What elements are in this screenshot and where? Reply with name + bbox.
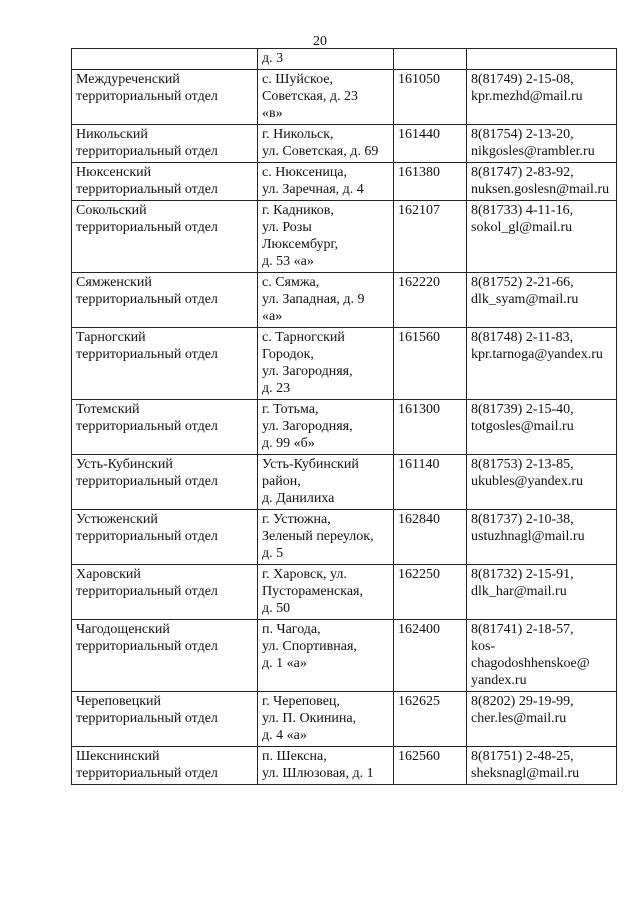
address-cell-line: Советская, д. 23 bbox=[262, 89, 358, 104]
phone-text: 8(81751) 2-48-25, bbox=[471, 749, 574, 764]
contact-cell bbox=[467, 565, 617, 620]
department-cell-line: Тотемский bbox=[76, 402, 140, 417]
address-cell-line: г. Череповец, bbox=[262, 694, 340, 709]
department-cell-line: территориальный отдел bbox=[76, 584, 218, 599]
table-row bbox=[72, 400, 617, 455]
email-link[interactable]: cher.les@mail.ru bbox=[471, 711, 567, 726]
postcode-cell: 162560 bbox=[394, 747, 467, 785]
postcode-cell: 162107 bbox=[394, 201, 467, 273]
department-cell-line: Междуреченский bbox=[76, 72, 180, 87]
department-cell-line: Нюксенский bbox=[76, 165, 152, 180]
table-row bbox=[72, 565, 617, 620]
phone-text: 8(81749) 2-15-08, bbox=[471, 72, 574, 87]
postcode-cell: 162625 bbox=[394, 692, 467, 747]
table-row bbox=[72, 201, 617, 273]
department-cell bbox=[72, 692, 258, 747]
postcode-cell: 162400 bbox=[394, 620, 467, 692]
phone-text: 8(81741) 2-18-57, bbox=[471, 622, 574, 637]
department-cell-line: территориальный отдел bbox=[76, 711, 218, 726]
table-row bbox=[72, 620, 617, 692]
department-cell bbox=[72, 747, 258, 785]
address-cell-line: д. 4 «а» bbox=[262, 728, 307, 743]
department-cell bbox=[72, 565, 258, 620]
contact-cell bbox=[467, 620, 617, 692]
phone-text: 8(81747) 2-83-92, bbox=[471, 165, 574, 180]
postcode-cell: 161440 bbox=[394, 125, 467, 163]
table-row bbox=[72, 510, 617, 565]
department-cell bbox=[72, 455, 258, 510]
postcode-cell: 161560 bbox=[394, 328, 467, 400]
address-cell-line: п. Шексна, bbox=[262, 749, 327, 764]
department-cell-line: территориальный отдел bbox=[76, 182, 218, 197]
department-cell-line: территориальный отдел bbox=[76, 347, 218, 362]
address-cell-line: с. Сямжа, bbox=[262, 275, 320, 290]
email-link[interactable]: dlk_syam@mail.ru bbox=[471, 292, 579, 307]
address-cell bbox=[258, 201, 394, 273]
department-cell-line: Харовский bbox=[76, 567, 141, 582]
contact-cell bbox=[467, 692, 617, 747]
phone-text: 8(81754) 2-13-20, bbox=[471, 127, 574, 142]
address-cell-line: с. Шуйское, bbox=[262, 72, 334, 87]
address-cell-line: ул. Шлюзовая, д. 1 bbox=[262, 766, 374, 781]
address-cell bbox=[258, 328, 394, 400]
page-number: 20 bbox=[313, 34, 327, 49]
department-cell-line: территориальный отдел bbox=[76, 292, 218, 307]
address-cell bbox=[258, 510, 394, 565]
address-cell bbox=[258, 747, 394, 785]
contact-cell bbox=[467, 273, 617, 328]
table-row bbox=[72, 70, 617, 125]
table-row bbox=[72, 163, 617, 201]
address-cell-line: д. 53 «а» bbox=[262, 254, 314, 269]
email-link[interactable]: kpr.tarnoga@yandex.ru bbox=[471, 347, 603, 362]
contact-cell bbox=[467, 747, 617, 785]
directory-table bbox=[71, 48, 617, 785]
email-link[interactable]: kpr.mezhd@mail.ru bbox=[471, 89, 583, 104]
address-cell-line: д. 1 «а» bbox=[262, 656, 307, 671]
department-cell bbox=[72, 70, 258, 125]
table-row bbox=[72, 273, 617, 328]
department-cell bbox=[72, 620, 258, 692]
table-row bbox=[72, 455, 617, 510]
address-cell-line: г. Тотьма, bbox=[262, 402, 319, 417]
email-link[interactable]: ustuzhnagl@mail.ru bbox=[471, 529, 585, 544]
address-cell-line: ул. Розы bbox=[262, 220, 312, 235]
address-cell-line: ул. Загородняя, bbox=[262, 419, 353, 434]
phone-text: 8(81739) 2-15-40, bbox=[471, 402, 574, 417]
table-body bbox=[72, 49, 617, 785]
address-cell bbox=[258, 620, 394, 692]
table-row bbox=[72, 49, 617, 70]
email-link[interactable]: dlk_har@mail.ru bbox=[471, 584, 567, 599]
postcode-cell: 162220 bbox=[394, 273, 467, 328]
address-cell-line: ул. Западная, д. 9 bbox=[262, 292, 365, 307]
phone-text: 8(81737) 2-10-38, bbox=[471, 512, 574, 527]
address-cell-line: д. 3 bbox=[262, 51, 284, 66]
address-cell-line: с. Тарногский bbox=[262, 330, 345, 345]
department-cell bbox=[72, 49, 258, 70]
address-cell-line: г. Кадников, bbox=[262, 203, 334, 218]
department-cell-line: Тарногский bbox=[76, 330, 146, 345]
address-cell-line: ул. Заречная, д. 4 bbox=[262, 182, 364, 197]
address-cell bbox=[258, 692, 394, 747]
department-cell-line: Череповецкий bbox=[76, 694, 162, 709]
department-cell bbox=[72, 400, 258, 455]
department-cell-line: Чагодощенский bbox=[76, 622, 170, 637]
contact-cell bbox=[467, 328, 617, 400]
address-cell-line: с. Нюксеница, bbox=[262, 165, 348, 180]
table-row bbox=[72, 125, 617, 163]
address-cell bbox=[258, 565, 394, 620]
department-cell-line: территориальный отдел bbox=[76, 639, 218, 654]
address-cell-line: д. 99 «б» bbox=[262, 436, 315, 451]
postcode-cell: 161380 bbox=[394, 163, 467, 201]
phone-text: 8(8202) 29-19-99, bbox=[471, 694, 574, 709]
email-link[interactable]: ukubles@yandex.ru bbox=[471, 474, 584, 489]
address-cell-line: д. 23 bbox=[262, 381, 291, 396]
phone-text: 8(81752) 2-21-66, bbox=[471, 275, 574, 290]
contact-cell bbox=[467, 163, 617, 201]
address-cell-line: д. Данилиха bbox=[262, 491, 335, 506]
address-cell bbox=[258, 400, 394, 455]
address-cell bbox=[258, 455, 394, 510]
address-cell-line: д. 50 bbox=[262, 601, 291, 616]
postcode-cell: 162840 bbox=[394, 510, 467, 565]
department-cell-line: территориальный отдел bbox=[76, 529, 218, 544]
postcode-cell: 162250 bbox=[394, 565, 467, 620]
contact-cell bbox=[467, 201, 617, 273]
address-cell-line: ул. Спортивная, bbox=[262, 639, 357, 654]
email-link[interactable]: sheksnagl@mail.ru bbox=[471, 766, 580, 781]
department-cell-line: Никольский bbox=[76, 127, 148, 142]
department-cell-line: Усть-Кубинский bbox=[76, 457, 173, 472]
phone-text: 8(81753) 2-13-85, bbox=[471, 457, 574, 472]
address-cell-line: Зеленый переулок, bbox=[262, 529, 374, 544]
contact-cell bbox=[467, 49, 617, 70]
phone-text: 8(81748) 2-11-83, bbox=[471, 330, 574, 345]
postcode-cell: 161300 bbox=[394, 400, 467, 455]
address-cell-line: Пустораменская, bbox=[262, 584, 363, 599]
department-cell-line: территориальный отдел bbox=[76, 89, 218, 104]
table-row bbox=[72, 692, 617, 747]
department-cell-line: территориальный отдел bbox=[76, 419, 218, 434]
address-cell-line: «а» bbox=[262, 309, 283, 324]
department-cell-line: территориальный отдел bbox=[76, 766, 218, 781]
department-cell bbox=[72, 273, 258, 328]
address-cell-line: г. Устюжна, bbox=[262, 512, 331, 527]
department-cell bbox=[72, 328, 258, 400]
postcode-cell bbox=[394, 49, 467, 70]
contact-cell bbox=[467, 455, 617, 510]
address-cell-line: «в» bbox=[262, 106, 283, 121]
address-cell bbox=[258, 70, 394, 125]
address-cell-line: г. Никольск, bbox=[262, 127, 334, 142]
table-row bbox=[72, 747, 617, 785]
email-link[interactable]: chagodoshhenskoe@ bbox=[471, 656, 590, 671]
contact-cell bbox=[467, 510, 617, 565]
department-cell-line: территориальный отдел bbox=[76, 220, 218, 235]
email-link[interactable]: sokol_gl@mail.ru bbox=[471, 220, 573, 235]
department-cell-line: Сямженский bbox=[76, 275, 152, 290]
department-cell-line: Шекснинский bbox=[76, 749, 160, 764]
department-cell-line: территориальный отдел bbox=[76, 144, 218, 159]
address-cell-line: ул. П. Окинина, bbox=[262, 711, 357, 726]
address-cell-line: д. 5 bbox=[262, 546, 284, 561]
postcode-cell: 161050 bbox=[394, 70, 467, 125]
address-cell-line: район, bbox=[262, 474, 301, 489]
email-link[interactable]: kos- bbox=[471, 639, 496, 654]
phone-text: 8(81733) 4-11-16, bbox=[471, 203, 574, 218]
address-cell-line: г. Харовск, ул. bbox=[262, 567, 347, 582]
address-cell-line: Усть-Кубинский bbox=[262, 457, 359, 472]
address-cell-line: Городок, bbox=[262, 347, 314, 362]
phone-text: 8(81732) 2-15-91, bbox=[471, 567, 574, 582]
address-cell-line: п. Чагода, bbox=[262, 622, 321, 637]
email-link[interactable]: nuksen.goslesn@mail.ru bbox=[471, 182, 610, 197]
address-cell bbox=[258, 163, 394, 201]
department-cell bbox=[72, 510, 258, 565]
address-cell-line: ул. Советская, д. 69 bbox=[262, 144, 379, 159]
department-cell-line: Устюженский bbox=[76, 512, 158, 527]
email-link[interactable]: nikgosles@rambler.ru bbox=[471, 144, 595, 159]
contact-cell bbox=[467, 125, 617, 163]
address-cell bbox=[258, 125, 394, 163]
department-cell bbox=[72, 125, 258, 163]
email-link[interactable]: yandex.ru bbox=[471, 673, 527, 688]
contact-cell bbox=[467, 70, 617, 125]
address-cell-line: Люксембург, bbox=[262, 237, 339, 252]
table-row bbox=[72, 328, 617, 400]
email-link[interactable]: totgosles@mail.ru bbox=[471, 419, 574, 434]
department-cell bbox=[72, 201, 258, 273]
department-cell-line: территориальный отдел bbox=[76, 474, 218, 489]
department-cell-line: Сокольский bbox=[76, 203, 147, 218]
department-cell bbox=[72, 163, 258, 201]
address-cell bbox=[258, 273, 394, 328]
contact-cell bbox=[467, 400, 617, 455]
address-cell-line: ул. Загородняя, bbox=[262, 364, 353, 379]
address-cell bbox=[258, 49, 394, 70]
postcode-cell: 161140 bbox=[394, 455, 467, 510]
